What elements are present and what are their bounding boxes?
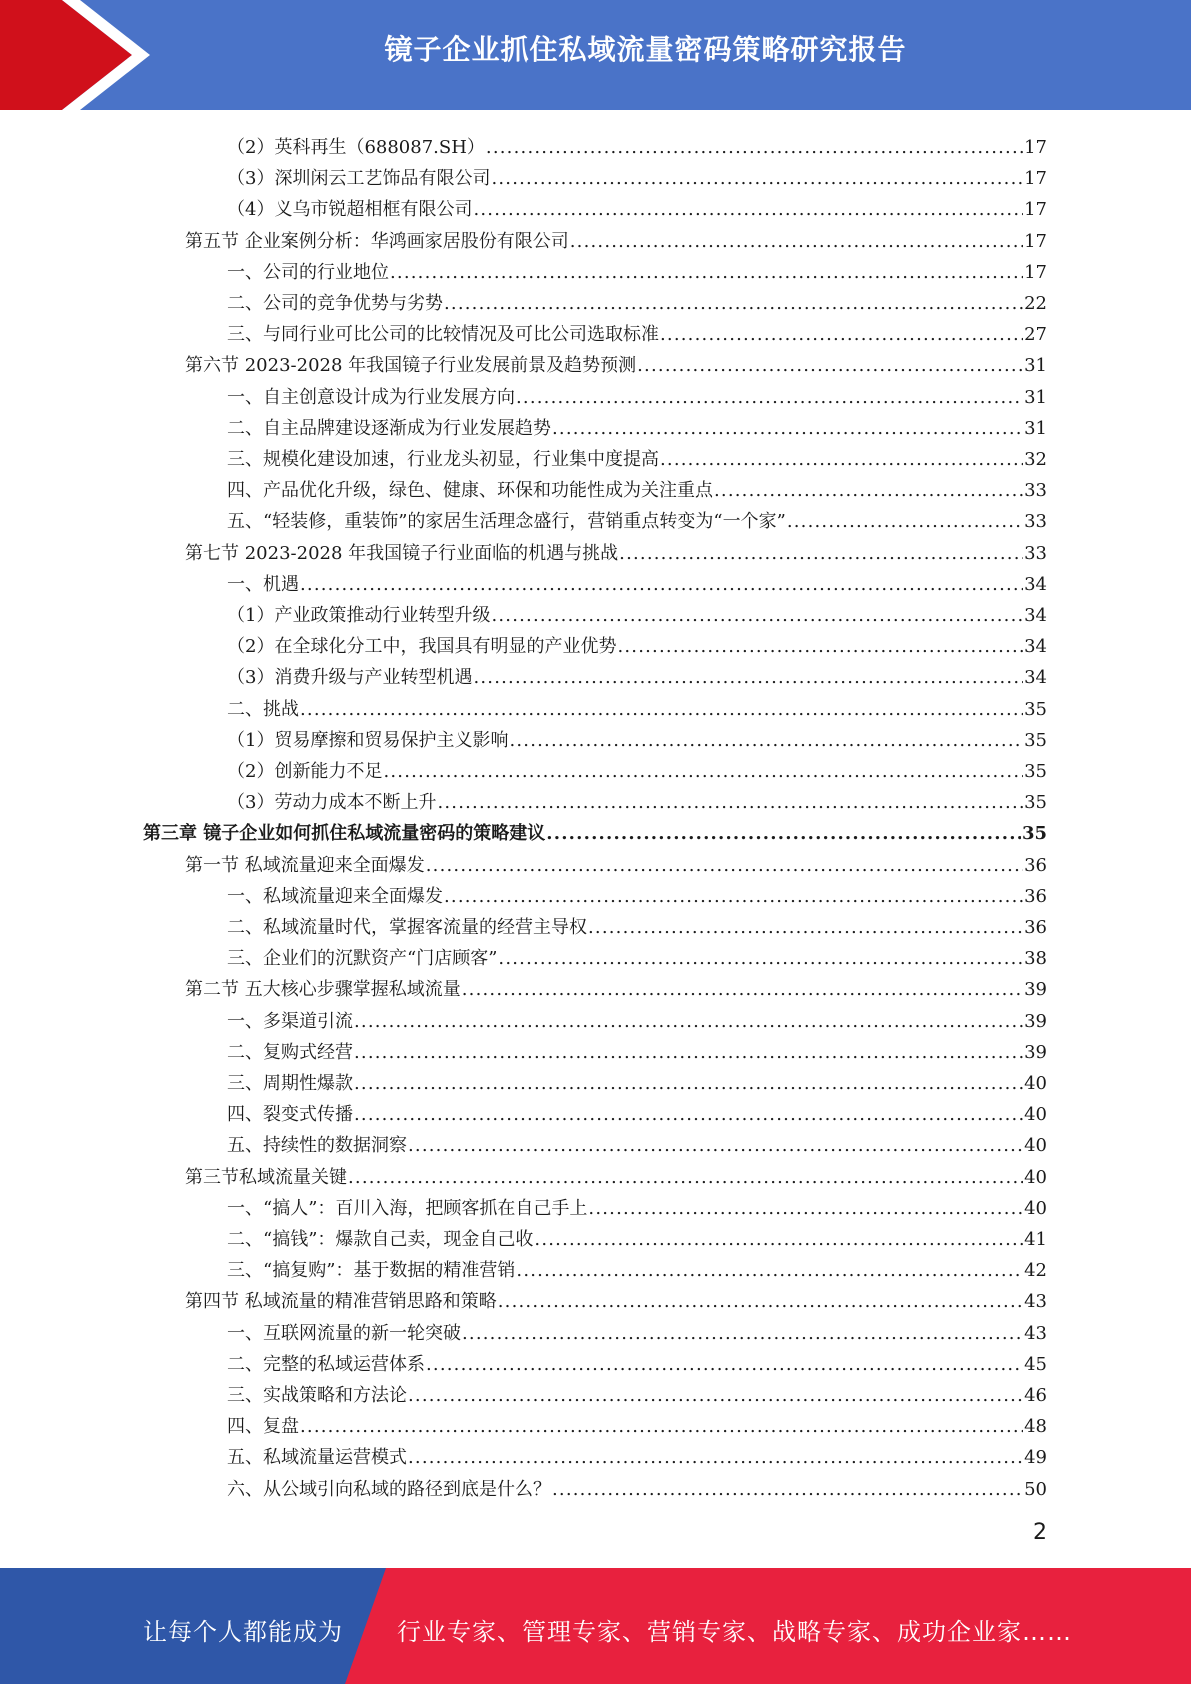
toc-entry-label: 三、实战策略和方法论 bbox=[227, 1385, 407, 1406]
toc-entry-page: 43 bbox=[1024, 1322, 1047, 1344]
toc-entry-label: 一、互联网流量的新一轮突破 bbox=[227, 1322, 461, 1344]
toc-entry-page: 35 bbox=[1021, 823, 1047, 845]
toc-entry-page: 34 bbox=[1024, 667, 1047, 689]
toc-entry[interactable] bbox=[227, 690, 1047, 721]
toc-entry-label: 一、自主创意设计成为行业发展方向 bbox=[227, 386, 515, 408]
toc-entry-label: 二、“搞钱”：爆款自己卖，现金自己收 bbox=[227, 1229, 534, 1250]
toc-entry-label: 二、复购式经营 bbox=[227, 1041, 353, 1063]
toc-entry[interactable] bbox=[227, 502, 1047, 533]
toc-leader-dots bbox=[462, 1323, 1023, 1345]
toc-leader-dots bbox=[354, 1042, 1023, 1064]
toc-entry-label: 第七节 2023-2028 年我国镜子行业面临的机遇与挑战 bbox=[185, 542, 619, 564]
toc-entry[interactable] bbox=[227, 409, 1047, 440]
toc-entry[interactable] bbox=[185, 534, 1047, 565]
toc-entry-label: 三、“搞复购”：基于数据的精准营销 bbox=[227, 1260, 516, 1282]
toc-entry-page: 50 bbox=[1024, 1478, 1047, 1500]
toc-entry-page: 40 bbox=[1024, 1166, 1047, 1188]
toc-leader-dots bbox=[444, 293, 1023, 315]
toc-leader-dots bbox=[354, 1011, 1023, 1033]
toc-leader-dots bbox=[300, 574, 1023, 596]
toc-entry-page: 35 bbox=[1024, 698, 1047, 720]
toc-entry-page: 22 bbox=[1024, 293, 1047, 314]
page-number: 2 bbox=[1033, 1520, 1047, 1545]
toc-entry[interactable] bbox=[185, 346, 1047, 377]
toc-leader-dots bbox=[491, 168, 1023, 190]
toc-entry-page: 33 bbox=[1024, 542, 1047, 564]
toc-entry-page: 49 bbox=[1024, 1447, 1047, 1469]
toc-entry-label: 二、私域流量时代，掌握客流量的经营主导权 bbox=[227, 917, 587, 938]
toc-entry-label: 三、与同行业可比公司的比较情况及可比公司选取标准 bbox=[227, 324, 659, 346]
toc-entry-page: 35 bbox=[1024, 729, 1047, 751]
toc-entry-label: 第五节 企业案例分析：华鸿画家居股份有限公司 bbox=[185, 230, 569, 252]
toc-entry-label: 二、自主品牌建设逐渐成为行业发展趋势 bbox=[227, 417, 551, 439]
toc-entry[interactable] bbox=[227, 752, 1047, 783]
toc-entry[interactable] bbox=[227, 1345, 1047, 1376]
toc-entry[interactable] bbox=[227, 1470, 1047, 1501]
toc-leader-dots bbox=[509, 730, 1023, 752]
toc-entry-page: 31 bbox=[1024, 355, 1047, 377]
toc-entry[interactable] bbox=[185, 1282, 1047, 1313]
toc-leader-dots bbox=[660, 324, 1023, 346]
toc-entry-page: 34 bbox=[1024, 573, 1047, 595]
page-footer bbox=[0, 1568, 1191, 1684]
toc-entry-page: 39 bbox=[1024, 1010, 1047, 1032]
toc-entry[interactable] bbox=[227, 128, 1047, 159]
toc-entry[interactable] bbox=[227, 1189, 1047, 1220]
toc-leader-dots bbox=[787, 511, 1023, 533]
toc-entry-page: 34 bbox=[1024, 636, 1047, 658]
toc-entry-label: 三、周期性爆款 bbox=[227, 1073, 353, 1094]
toc-leader-dots bbox=[300, 699, 1023, 721]
toc-leader-dots bbox=[354, 1104, 1023, 1126]
toc-entry-label: 一、机遇 bbox=[227, 573, 299, 595]
toc-leader-dots bbox=[516, 1260, 1023, 1282]
toc-entry-label: （3）劳动力成本不断上升 bbox=[227, 792, 437, 814]
toc-entry-page: 33 bbox=[1024, 511, 1047, 533]
toc-leader-dots bbox=[491, 605, 1023, 627]
toc-entry[interactable] bbox=[227, 1064, 1047, 1095]
toc-entry[interactable] bbox=[227, 190, 1047, 221]
toc-leader-dots bbox=[637, 355, 1023, 377]
toc-leader-dots bbox=[408, 1447, 1023, 1469]
toc-entry-page: 40 bbox=[1024, 1104, 1047, 1126]
toc-entry-label: 一、公司的行业地位 bbox=[227, 261, 389, 283]
toc-entry-page: 39 bbox=[1024, 1041, 1047, 1063]
toc-entry-page: 43 bbox=[1024, 1291, 1047, 1313]
toc-entry[interactable] bbox=[227, 908, 1047, 939]
toc-entry-page: 17 bbox=[1024, 199, 1047, 221]
toc-entry-page: 35 bbox=[1024, 761, 1047, 782]
toc-entry[interactable] bbox=[227, 1220, 1047, 1251]
toc-entry-page: 41 bbox=[1024, 1229, 1047, 1250]
toc-entry[interactable] bbox=[227, 721, 1047, 752]
toc-entry-label: （2）英科再生（688087.SH） bbox=[227, 137, 485, 158]
toc-leader-dots bbox=[300, 1416, 1023, 1438]
toc-entry-page: 36 bbox=[1024, 917, 1047, 938]
toc-entry[interactable] bbox=[227, 378, 1047, 409]
toc-leader-dots bbox=[588, 1198, 1023, 1220]
toc-leader-dots bbox=[462, 979, 1023, 1001]
toc-entry-label: 五、持续性的数据洞察 bbox=[227, 1135, 407, 1157]
toc-entry-page: 17 bbox=[1024, 261, 1047, 283]
toc-entry-label: 第二节 五大核心步骤掌握私域流量 bbox=[185, 979, 461, 1001]
toc-entry-label: 一、多渠道引流 bbox=[227, 1010, 353, 1032]
toc-leader-dots bbox=[444, 886, 1023, 908]
toc-entry-page: 31 bbox=[1024, 417, 1047, 439]
toc-leader-dots bbox=[498, 1291, 1023, 1313]
toc-entry[interactable] bbox=[227, 877, 1047, 908]
toc-entry[interactable] bbox=[185, 970, 1047, 1001]
toc-entry-page: 40 bbox=[1024, 1135, 1047, 1157]
toc-entry[interactable] bbox=[227, 440, 1047, 471]
toc-entry-label: 一、“搞人”：百川入海，把顾客抓在自己手上 bbox=[227, 1197, 588, 1219]
toc-entry-label: 第三节私域流量关键 bbox=[185, 1166, 347, 1188]
toc-entry-page: 17 bbox=[1024, 230, 1047, 252]
toc-entry-label: （1）产业政策推动行业转型升级 bbox=[227, 605, 491, 626]
toc-entry-page: 46 bbox=[1024, 1385, 1047, 1406]
toc-entry[interactable] bbox=[227, 596, 1047, 627]
toc-entry[interactable] bbox=[227, 1438, 1047, 1469]
toc-entry-page: 45 bbox=[1024, 1353, 1047, 1375]
toc-entry[interactable] bbox=[227, 1314, 1047, 1345]
toc-entry-label: 第六节 2023-2028 年我国镜子行业发展前景及趋势预测 bbox=[185, 355, 637, 377]
toc-entry[interactable] bbox=[185, 846, 1047, 877]
toc-leader-dots bbox=[473, 667, 1023, 689]
toc-entry[interactable] bbox=[227, 1251, 1047, 1282]
toc-entry[interactable] bbox=[227, 1095, 1047, 1126]
toc-entry-label: 六、从公域引向私域的路径到底是什么？ bbox=[227, 1478, 551, 1500]
toc-entry-label: 三、企业们的沉默资产“门店顾客” bbox=[227, 948, 498, 970]
toc-entry-page: 27 bbox=[1024, 324, 1047, 346]
toc-leader-dots bbox=[348, 1167, 1023, 1189]
toc-entry[interactable] bbox=[227, 1002, 1047, 1033]
report-title: 镜子企业抓住私域流量密码策略研究报告 bbox=[384, 33, 907, 66]
toc-entry-page: 39 bbox=[1024, 979, 1047, 1001]
toc-entry-label: （3）消费升级与产业转型机遇 bbox=[227, 667, 473, 689]
toc-entry-label: 四、裂变式传播 bbox=[227, 1104, 353, 1126]
toc-entry[interactable] bbox=[227, 1033, 1047, 1064]
toc-entry[interactable] bbox=[227, 1407, 1047, 1438]
toc-entry[interactable] bbox=[227, 565, 1047, 596]
toc-leader-dots bbox=[617, 636, 1023, 658]
toc-entry-label: （2）创新能力不足 bbox=[227, 761, 383, 782]
toc-entry[interactable] bbox=[185, 1158, 1047, 1189]
toc-leader-dots bbox=[552, 1479, 1023, 1501]
toc-entry-page: 38 bbox=[1024, 948, 1047, 970]
toc-entry[interactable] bbox=[143, 814, 1047, 845]
toc-entry[interactable] bbox=[227, 159, 1047, 190]
toc-entry-page: 17 bbox=[1024, 168, 1047, 190]
page-header bbox=[0, 0, 1191, 110]
toc-entry[interactable] bbox=[227, 1126, 1047, 1157]
toc-entry[interactable] bbox=[227, 658, 1047, 689]
toc-leader-dots bbox=[660, 449, 1023, 471]
toc-entry-label: 四、复盘 bbox=[227, 1416, 299, 1438]
toc-entry-label: 五、私域流量运营模式 bbox=[227, 1447, 407, 1469]
toc-leader-dots bbox=[486, 137, 1023, 159]
toc-entry-label: 三、规模化建设加速，行业龙头初显，行业集中度提高 bbox=[227, 449, 659, 470]
toc-leader-dots bbox=[570, 231, 1023, 253]
toc-entry[interactable] bbox=[185, 222, 1047, 253]
toc-entry-page: 36 bbox=[1024, 885, 1047, 907]
toc-leader-dots bbox=[426, 1354, 1023, 1376]
toc-leader-dots bbox=[426, 855, 1023, 877]
toc-entry-label: 四、产品优化升级，绿色、健康、环保和功能性成为关注重点 bbox=[227, 480, 713, 502]
toc-entry-label: 第一节 私域流量迎来全面爆发 bbox=[185, 854, 425, 876]
toc-leader-dots bbox=[354, 1073, 1023, 1095]
toc-leader-dots bbox=[552, 418, 1023, 440]
toc-leader-dots bbox=[546, 823, 1021, 845]
toc-leader-dots bbox=[714, 480, 1023, 502]
toc-entry-page: 36 bbox=[1024, 854, 1047, 876]
toc-leader-dots bbox=[498, 948, 1023, 970]
toc-entry[interactable] bbox=[227, 627, 1047, 658]
toc-entry-label: （1）贸易摩擦和贸易保护主义影响 bbox=[227, 729, 509, 751]
toc-entry-label: （2）在全球化分工中，我国具有明显的产业优势 bbox=[227, 636, 617, 658]
toc-entry-page: 40 bbox=[1024, 1073, 1047, 1094]
toc-entry[interactable] bbox=[227, 1376, 1047, 1407]
toc-entry-label: 五、“轻装修，重装饰”的家居生活理念盛行，营销重点转变为“一个家” bbox=[227, 511, 786, 533]
toc-entry-page: 31 bbox=[1024, 386, 1047, 408]
toc-entry-page: 32 bbox=[1024, 449, 1047, 470]
toc-entry-label: 一、私域流量迎来全面爆发 bbox=[227, 885, 443, 907]
toc-entry-page: 33 bbox=[1024, 480, 1047, 502]
toc-entry[interactable] bbox=[227, 471, 1047, 502]
footer-slogan-left: 让每个人都能成为 bbox=[143, 1618, 343, 1646]
toc-entry[interactable] bbox=[227, 315, 1047, 346]
toc-entry-page: 40 bbox=[1024, 1197, 1047, 1219]
toc-entry-page: 34 bbox=[1024, 605, 1047, 626]
toc-leader-dots bbox=[619, 543, 1023, 565]
toc-entry-page: 17 bbox=[1024, 137, 1047, 158]
toc-entry-page: 48 bbox=[1024, 1416, 1047, 1438]
toc-entry[interactable] bbox=[227, 284, 1047, 315]
toc-entry-page: 35 bbox=[1024, 792, 1047, 814]
toc-leader-dots bbox=[516, 387, 1023, 409]
toc-entry[interactable] bbox=[227, 783, 1047, 814]
toc-leader-dots bbox=[437, 792, 1023, 814]
footer-slogan-right: 行业专家、管理专家、营销专家、战略专家、成功企业家…… bbox=[397, 1618, 1072, 1646]
toc-leader-dots bbox=[408, 1135, 1023, 1157]
toc-entry-label: 第三章 镜子企业如何抓住私域流量密码的策略建议 bbox=[143, 823, 546, 845]
toc-leader-dots bbox=[390, 262, 1023, 284]
toc-leader-dots bbox=[534, 1229, 1023, 1251]
toc-entry-page: 42 bbox=[1024, 1260, 1047, 1282]
toc-entry-label: 二、挑战 bbox=[227, 698, 299, 720]
toc-entry-label: 二、公司的竞争优势与劣势 bbox=[227, 293, 443, 314]
toc-entry[interactable] bbox=[227, 939, 1047, 970]
toc-leader-dots bbox=[473, 199, 1023, 221]
toc-entry-label: （3）深圳闲云工艺饰品有限公司 bbox=[227, 168, 491, 190]
toc-leader-dots bbox=[383, 761, 1023, 783]
toc-leader-dots bbox=[588, 917, 1023, 939]
toc-leader-dots bbox=[408, 1385, 1023, 1407]
toc-entry-label: 第四节 私域流量的精准营销思路和策略 bbox=[185, 1291, 497, 1313]
toc-entry-label: （4）义乌市锐超相框有限公司 bbox=[227, 199, 473, 221]
toc-entry-label: 二、完整的私域运营体系 bbox=[227, 1353, 425, 1375]
toc-entry[interactable] bbox=[227, 253, 1047, 284]
